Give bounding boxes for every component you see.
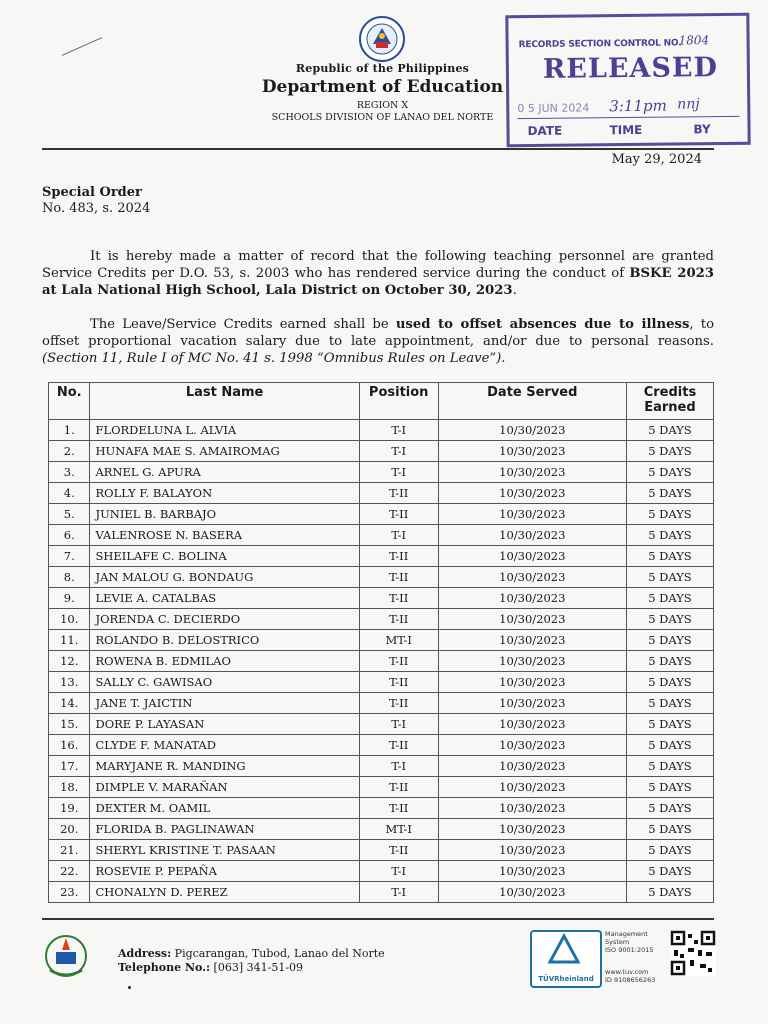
cert-line: Management bbox=[605, 930, 648, 938]
row-last-name: FLORIDA B. PAGLINAWAN bbox=[90, 819, 359, 840]
stray-dot bbox=[128, 986, 131, 989]
row-date-served: 10/30/2023 bbox=[438, 504, 626, 525]
row-position: T-II bbox=[359, 798, 438, 819]
row-last-name: FLORDELUNA L. ALVIA bbox=[90, 420, 359, 441]
paragraph-2 bbox=[42, 316, 714, 367]
row-credits: 5 DAYS bbox=[626, 525, 713, 546]
table-row bbox=[49, 861, 714, 882]
row-date-served: 10/30/2023 bbox=[438, 483, 626, 504]
row-credits: 5 DAYS bbox=[626, 861, 713, 882]
table-row bbox=[49, 525, 714, 546]
row-date-served: 10/30/2023 bbox=[438, 672, 626, 693]
row-last-name: ROWENA B. EDMILAO bbox=[90, 651, 359, 672]
row-date-served: 10/30/2023 bbox=[438, 840, 626, 861]
row-position: T-I bbox=[359, 756, 438, 777]
table-row bbox=[49, 651, 714, 672]
table-row bbox=[49, 714, 714, 735]
row-position: T-II bbox=[359, 483, 438, 504]
table-row bbox=[49, 546, 714, 567]
row-last-name: VALENROSE N. BASERA bbox=[90, 525, 359, 546]
special-order-block bbox=[42, 185, 150, 217]
row-date-served: 10/30/2023 bbox=[438, 777, 626, 798]
row-credits: 5 DAYS bbox=[626, 777, 713, 798]
row-date-served: 10/30/2023 bbox=[438, 882, 626, 903]
row-position: T-II bbox=[359, 504, 438, 525]
row-position: T-II bbox=[359, 672, 438, 693]
p1-end: . bbox=[512, 283, 517, 298]
row-number: 16. bbox=[49, 735, 90, 756]
row-credits: 5 DAYS bbox=[626, 819, 713, 840]
row-last-name: ROLLY F. BALAYON bbox=[90, 483, 359, 504]
row-credits: 5 DAYS bbox=[626, 546, 713, 567]
row-number: 15. bbox=[49, 714, 90, 735]
cert-line: System bbox=[605, 938, 630, 946]
table-row bbox=[49, 462, 714, 483]
footer-rule bbox=[42, 918, 714, 920]
row-number: 5. bbox=[49, 504, 90, 525]
row-credits: 5 DAYS bbox=[626, 441, 713, 462]
row-last-name: JANE T. JAICTIN bbox=[90, 693, 359, 714]
division-logo-icon bbox=[40, 930, 92, 986]
address-label: Address: bbox=[118, 947, 172, 960]
p1-start: It is hereby made a matter of record that the following teaching personnel are granted Service Credits per D.O. 53, s. 2003 who has rendered service during the conduct of bbox=[42, 249, 714, 281]
row-position: T-II bbox=[359, 609, 438, 630]
table-row bbox=[49, 819, 714, 840]
row-number: 14. bbox=[49, 693, 90, 714]
row-credits: 5 DAYS bbox=[626, 714, 713, 735]
certification-text bbox=[605, 930, 655, 984]
row-position: T-II bbox=[359, 693, 438, 714]
table-row bbox=[49, 777, 714, 798]
row-last-name: SHERYL KRISTINE T. PASAAN bbox=[90, 840, 359, 861]
row-last-name: DIMPLE V. MARAÑAN bbox=[90, 777, 359, 798]
table-row bbox=[49, 798, 714, 819]
letterhead bbox=[240, 62, 525, 123]
row-number: 11. bbox=[49, 630, 90, 651]
col-header-last-name: Last Name bbox=[90, 383, 359, 420]
row-last-name: ARNEL G. APURA bbox=[90, 462, 359, 483]
row-last-name: CHONALYN D. PEREZ bbox=[90, 882, 359, 903]
row-last-name: HUNAFA MAE S. AMAIROMAG bbox=[90, 441, 359, 462]
stamp-by-label: BY bbox=[693, 122, 711, 137]
row-number: 6. bbox=[49, 525, 90, 546]
row-number: 22. bbox=[49, 861, 90, 882]
row-credits: 5 DAYS bbox=[626, 651, 713, 672]
row-number: 13. bbox=[49, 672, 90, 693]
row-credits: 5 DAYS bbox=[626, 735, 713, 756]
row-last-name: MARYJANE R. MANDING bbox=[90, 756, 359, 777]
row-credits: 5 DAYS bbox=[626, 567, 713, 588]
row-number: 21. bbox=[49, 840, 90, 861]
row-date-served: 10/30/2023 bbox=[438, 714, 626, 735]
table-row bbox=[49, 483, 714, 504]
row-credits: 5 DAYS bbox=[626, 693, 713, 714]
row-last-name: JAN MALOU G. BONDAUG bbox=[90, 567, 359, 588]
row-position: T-I bbox=[359, 714, 438, 735]
row-credits: 5 DAYS bbox=[626, 672, 713, 693]
row-number: 19. bbox=[49, 798, 90, 819]
row-date-served: 10/30/2023 bbox=[438, 567, 626, 588]
row-date-served: 10/30/2023 bbox=[438, 861, 626, 882]
phone-value: [063] 341-51-09 bbox=[213, 961, 304, 974]
row-number: 18. bbox=[49, 777, 90, 798]
row-number: 12. bbox=[49, 651, 90, 672]
table-row bbox=[49, 441, 714, 462]
row-date-served: 10/30/2023 bbox=[438, 546, 626, 567]
cert-line: ISO 9001:2015 bbox=[605, 946, 654, 954]
row-number: 17. bbox=[49, 756, 90, 777]
order-title: Special Order bbox=[42, 185, 142, 200]
table-row bbox=[49, 420, 714, 441]
row-last-name: DORE P. LAYASAN bbox=[90, 714, 359, 735]
republic-line: Republic of the Philippines bbox=[295, 62, 470, 75]
stamp-date-value: 0 5 JUN 2024 bbox=[517, 101, 590, 116]
row-credits: 5 DAYS bbox=[626, 420, 713, 441]
table-row bbox=[49, 630, 714, 651]
table-row bbox=[49, 693, 714, 714]
p2-start: The Leave/Service Credits earned shall be bbox=[90, 317, 396, 332]
region-line: REGION X bbox=[356, 100, 409, 111]
row-date-served: 10/30/2023 bbox=[438, 441, 626, 462]
row-last-name: SHEILAFE C. BOLINA bbox=[90, 546, 359, 567]
row-date-served: 10/30/2023 bbox=[438, 756, 626, 777]
row-date-served: 10/30/2023 bbox=[438, 609, 626, 630]
row-last-name: JORENDA C. DECIERDO bbox=[90, 609, 359, 630]
p2-bold: used to offset absences due to illness bbox=[395, 317, 690, 332]
row-position: T-II bbox=[359, 651, 438, 672]
document-date: May 29, 2024 bbox=[611, 152, 702, 167]
row-number: 2. bbox=[49, 441, 90, 462]
row-last-name: CLYDE F. MANATAD bbox=[90, 735, 359, 756]
col-header-date-served: Date Served bbox=[438, 383, 626, 420]
table-header-row bbox=[49, 383, 714, 420]
table-row bbox=[49, 882, 714, 903]
cert-line: ID 9108656263 bbox=[605, 976, 656, 984]
p1-bold: BSKE 2023 at Lala National High School, Lala District on October 30, 2023 bbox=[42, 266, 714, 298]
row-credits: 5 DAYS bbox=[626, 798, 713, 819]
phone-label: Telephone No.: bbox=[118, 961, 211, 974]
row-last-name: JUNIEL B. BARBAJO bbox=[90, 504, 359, 525]
stamp-status: RELEASED bbox=[542, 52, 719, 85]
row-last-name: DEXTER M. OAMIL bbox=[90, 798, 359, 819]
row-date-served: 10/30/2023 bbox=[438, 462, 626, 483]
row-date-served: 10/30/2023 bbox=[438, 798, 626, 819]
row-position: T-II bbox=[359, 840, 438, 861]
table-row bbox=[49, 672, 714, 693]
row-date-served: 10/30/2023 bbox=[438, 651, 626, 672]
row-date-served: 10/30/2023 bbox=[438, 420, 626, 441]
division-line: SCHOOLS DIVISION OF LANAO DEL NORTE bbox=[271, 112, 494, 123]
stamp-divider bbox=[517, 116, 739, 119]
paragraph-1 bbox=[42, 248, 714, 299]
row-last-name: LEVIE A. CATALBAS bbox=[90, 588, 359, 609]
row-number: 9. bbox=[49, 588, 90, 609]
row-number: 20. bbox=[49, 819, 90, 840]
col-header-no: No. bbox=[49, 383, 90, 420]
row-position: T-II bbox=[359, 588, 438, 609]
row-position: T-I bbox=[359, 441, 438, 462]
stamp-time-label: TIME bbox=[609, 122, 643, 138]
row-position: T-II bbox=[359, 735, 438, 756]
tuv-label: TÜVRheinland bbox=[538, 975, 594, 983]
row-position: T-II bbox=[359, 567, 438, 588]
row-credits: 5 DAYS bbox=[626, 840, 713, 861]
row-credits: 5 DAYS bbox=[626, 756, 713, 777]
tuv-badge bbox=[530, 930, 602, 988]
row-position: T-II bbox=[359, 546, 438, 567]
row-position: T-I bbox=[359, 861, 438, 882]
pen-mark bbox=[62, 37, 103, 56]
row-date-served: 10/30/2023 bbox=[438, 735, 626, 756]
row-last-name: ROSEVIE P. PEPAÑA bbox=[90, 861, 359, 882]
row-position: T-I bbox=[359, 882, 438, 903]
stamp-control-label: RECORDS SECTION CONTROL NO. bbox=[518, 38, 682, 51]
deped-seal-icon bbox=[347, 14, 417, 64]
table-row bbox=[49, 840, 714, 861]
table-row bbox=[49, 567, 714, 588]
stamp-date-label: DATE bbox=[527, 123, 563, 139]
row-credits: 5 DAYS bbox=[626, 483, 713, 504]
row-last-name: ROLANDO B. DELOSTRICO bbox=[90, 630, 359, 651]
row-number: 10. bbox=[49, 609, 90, 630]
col-header-credits-earned: Credits Earned bbox=[626, 383, 713, 420]
p2-middle: , to offset proportional vacation salary due to late appointment, and/or due to personal reasons. bbox=[42, 317, 715, 349]
p2-italic: (Section 11, Rule I of MC No. 41 s. 1998 “Omnibus Rules on Leave”) bbox=[42, 351, 502, 366]
service-credits-table bbox=[48, 382, 714, 903]
row-date-served: 10/30/2023 bbox=[438, 588, 626, 609]
row-position: T-I bbox=[359, 525, 438, 546]
header-rule bbox=[42, 148, 714, 150]
row-position: T-I bbox=[359, 420, 438, 441]
row-number: 3. bbox=[49, 462, 90, 483]
stamp-time-value: 3:11pm bbox=[609, 96, 667, 116]
table-row bbox=[49, 735, 714, 756]
row-date-served: 10/30/2023 bbox=[438, 630, 626, 651]
department-name: Department of Education bbox=[261, 77, 504, 97]
col-header-position: Position bbox=[359, 383, 438, 420]
row-credits: 5 DAYS bbox=[626, 504, 713, 525]
table-row bbox=[49, 756, 714, 777]
cert-line: www.tuv.com bbox=[605, 968, 649, 976]
stamp-by-value: nnj bbox=[677, 96, 700, 113]
released-stamp bbox=[505, 13, 750, 148]
row-number: 1. bbox=[49, 420, 90, 441]
row-credits: 5 DAYS bbox=[626, 609, 713, 630]
row-credits: 5 DAYS bbox=[626, 462, 713, 483]
table-row bbox=[49, 588, 714, 609]
row-position: MT-I bbox=[359, 630, 438, 651]
p2-end: . bbox=[501, 351, 506, 366]
tuv-triangle-icon bbox=[532, 932, 596, 966]
row-date-served: 10/30/2023 bbox=[438, 525, 626, 546]
row-date-served: 10/30/2023 bbox=[438, 693, 626, 714]
table-row bbox=[49, 609, 714, 630]
row-number: 4. bbox=[49, 483, 90, 504]
row-credits: 5 DAYS bbox=[626, 630, 713, 651]
order-number: No. 483, s. 2024 bbox=[42, 201, 151, 216]
row-credits: 5 DAYS bbox=[626, 882, 713, 903]
row-number: 8. bbox=[49, 567, 90, 588]
row-last-name: SALLY C. GAWISAO bbox=[90, 672, 359, 693]
row-number: 23. bbox=[49, 882, 90, 903]
qr-code-icon bbox=[670, 930, 716, 976]
row-position: MT-I bbox=[359, 819, 438, 840]
footer-contact bbox=[118, 947, 385, 975]
row-credits: 5 DAYS bbox=[626, 588, 713, 609]
table-row bbox=[49, 504, 714, 525]
row-number: 7. bbox=[49, 546, 90, 567]
row-date-served: 10/30/2023 bbox=[438, 819, 626, 840]
row-position: T-I bbox=[359, 462, 438, 483]
stamp-control-number: 1804 bbox=[678, 33, 710, 48]
address-value: Pigcarangan, Tubod, Lanao del Norte bbox=[174, 947, 385, 960]
row-position: T-II bbox=[359, 777, 438, 798]
